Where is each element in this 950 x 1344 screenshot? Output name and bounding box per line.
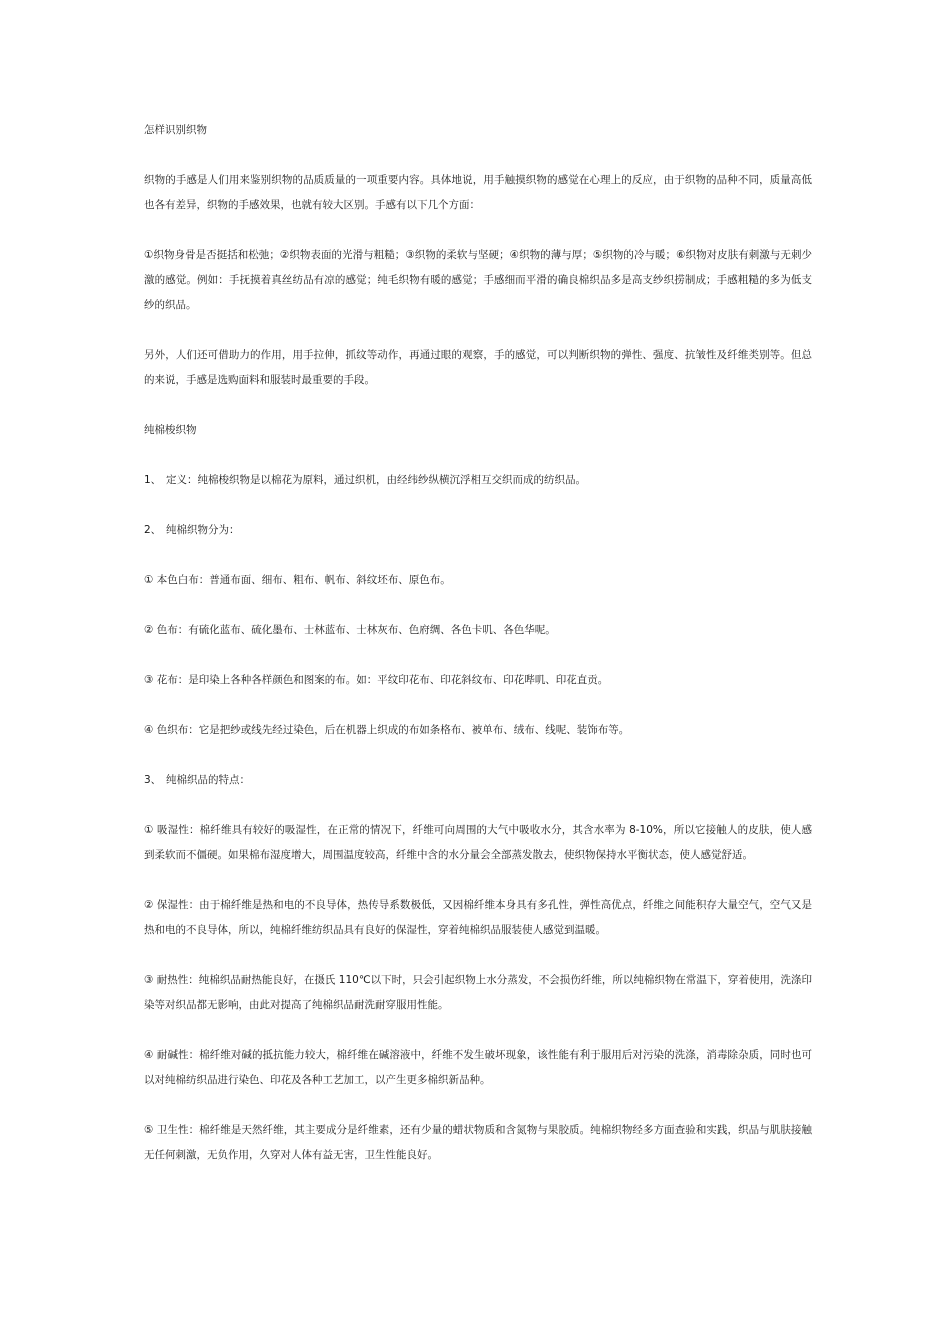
aspects-paragraph: ①织物身骨是否挺括和松弛；②织物表面的光滑与粗糙；③织物的柔软与坚硬；④织物的薄与厚；⑤织物的冷与暖；⑥织物对皮肤有刺激与无刺少激的感觉。例如：手抚摸着真丝纺品有凉的感觉；纯毛织物有暖的感觉；手感细而平滑的确良棉织品多是高支纱织捞制成；手感粗糙的多为低支纱的织品。 [144, 249, 812, 311]
item-definition [144, 468, 812, 493]
item-text: 纯棉织物分为： [166, 524, 240, 536]
item-text: 定义：纯棉梭织物是以棉花为原料，通过织机，由经纬纱纵横沉浮相互交织而成的纺织品。 [166, 474, 586, 486]
sub-item-dyed-cloth: ② 色布：有硫化蓝布、硫化墨布、士林蓝布、士林灰布、色府绸、各色卡叽、各色华呢。 [144, 624, 556, 636]
sub-item-grey-cloth: ① 本色白布：普通布面、细布、粗布、帆布、斜纹坯布、原色布。 [144, 574, 451, 586]
document-page [144, 118, 812, 1193]
intro-paragraph: 织物的手感是人们用来鉴别织物的品质质量的一项重要内容。具体地说，用手触摸织物的感觉在心理上的反应，由于织物的品种不同，质量高低也各有差异，织物的手感效果，也就有较大区别。手感有以下几个方面： [144, 174, 812, 211]
feature-hygiene: ⑤ 卫生性：棉纤维是天然纤维，其主要成分是纤维素，还有少量的蜡状物质和含氮物与果胶质。纯棉织物经多方面查验和实践，织品与肌肤接触无任何刺激，无负作用，久穿对人体有益无害，卫生性能良好。 [144, 1124, 812, 1161]
feature-alkali-resistance: ④ 耐碱性：棉纤维对碱的抵抗能力较大，棉纤维在碱溶液中，纤维不发生破坏现象，该性能有利于服用后对污染的洗涤，消毒除杂质，同时也可以对纯棉纺织品进行染色、印花及各种工艺加工，以产生更多棉织新品种。 [144, 1049, 812, 1086]
item-number: 1、 [144, 474, 162, 486]
feature-heat-resistance: ③ 耐热性：纯棉织品耐热能良好，在摄氏 110℃以下时，只会引起织物上水分蒸发，不会损伤纤维，所以纯棉织物在常温下，穿着使用，洗涤印染等对织品都无影响，由此对提高了纯棉织品耐洗耐穿服用性能。 [144, 974, 812, 1011]
other-paragraph: 另外，人们还可借助力的作用，用手拉伸，抓纹等动作，再通过眼的观察，手的感觉，可以判断织物的弹性、强度、抗皱性及纤维类别等。但总的来说，手感是选购面料和服装时最重要的手段。 [144, 349, 812, 386]
sub-item-yarn-dyed-cloth: ④ 色织布：它是把纱或线先经过染色，后在机器上织成的布如条格布、被单布、绒布、线呢、装饰布等。 [144, 724, 630, 736]
item-number: 3、 [144, 774, 162, 786]
feature-moisture-absorption: ① 吸湿性：棉纤维具有较好的吸湿性，在正常的情况下，纤维可向周围的大气中吸收水分，其含水率为 8-10%，所以它接触人的皮肤，使人感到柔软而不僵硬。如果棉布湿度增大，周围温度较高，纤维中含的水分量会全部蒸发散去，使织物保持水平衡状态，使人感觉舒适。 [144, 824, 812, 861]
document-title: 怎样识别织物 [144, 124, 207, 136]
item-features [144, 768, 812, 793]
section-title: 纯棉梭织物 [144, 424, 197, 436]
item-classification [144, 518, 812, 543]
feature-warmth: ② 保湿性：由于棉纤维是热和电的不良导体，热传导系数极低，又因棉纤维本身具有多孔性，弹性高优点，纤维之间能积存大量空气，空气又是热和电的不良导体，所以，纯棉纤维纺织品具有良好的保湿性，穿着纯棉织品服装使人感觉到温暖。 [144, 899, 812, 936]
item-number: 2、 [144, 524, 162, 536]
item-text: 纯棉织品的特点： [166, 774, 250, 786]
sub-item-printed-cloth: ③ 花布：是印染上各种各样颜色和图案的布。如：平纹印花布、印花斜纹布、印花哔叽、印花直贡。 [144, 674, 609, 686]
